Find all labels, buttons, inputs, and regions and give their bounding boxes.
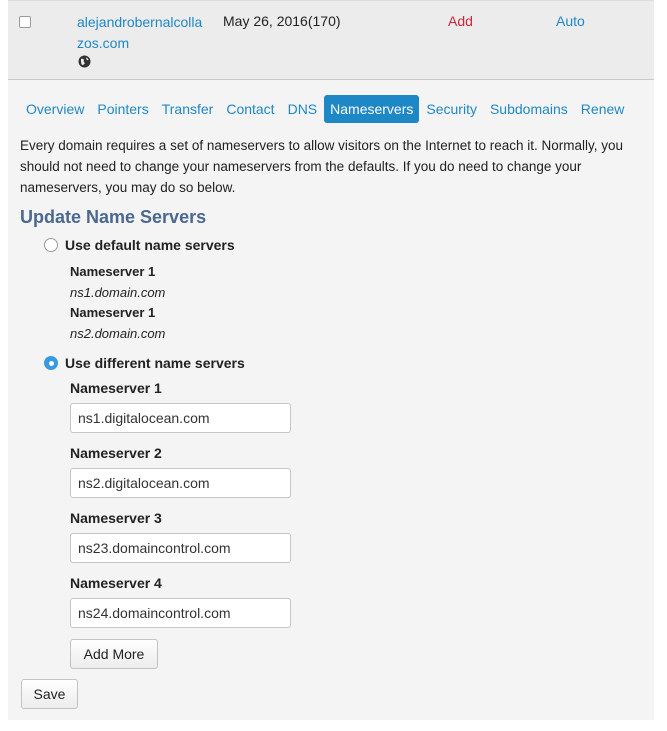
intro-text: Every domain requires a set of nameservers to allow visitors on the Internet to reach it. Normally, you should not need to change your nameservers from the defaults. If you do need to change your nameservers, you may do so below. [20, 138, 624, 195]
default-ns-value: ns2.domain.com [70, 326, 166, 341]
nameserver-1-input[interactable] [70, 403, 291, 433]
tab-nameservers[interactable]: Nameservers [324, 95, 419, 123]
nameserver-4-input[interactable] [70, 598, 291, 628]
domain-row [8, 0, 654, 80]
nameserver-2-label: Nameserver 2 [70, 445, 162, 461]
nameserver-1-label: Nameserver 1 [70, 380, 162, 396]
tab-security[interactable]: Security [426, 101, 477, 117]
tab-pointers[interactable]: Pointers [97, 101, 149, 117]
add-link[interactable]: Add [448, 13, 473, 29]
auto-renew-link[interactable]: Auto [556, 13, 585, 29]
default-servers-option[interactable] [44, 237, 235, 253]
settings-tabs [20, 95, 631, 125]
custom-servers-option[interactable] [44, 355, 245, 371]
custom-servers-label: Use different name servers [65, 355, 245, 371]
custom-servers-radio[interactable] [44, 356, 58, 370]
default-servers-label: Use default name servers [65, 237, 235, 253]
domain-name-link[interactable]: alejandrobernalcollazos.com [77, 14, 203, 51]
tab-subdomains[interactable]: Subdomains [489, 101, 568, 117]
globe-icon [78, 55, 91, 68]
default-servers-radio[interactable] [44, 238, 58, 252]
nameserver-3-label: Nameserver 3 [70, 510, 162, 526]
tab-dns[interactable]: DNS [287, 101, 318, 117]
tab-contact[interactable]: Contact [226, 101, 275, 117]
section-title: Update Name Servers [20, 207, 207, 227]
default-ns-label: Nameserver 1 [70, 305, 156, 320]
tab-renew[interactable]: Renew [580, 101, 625, 117]
domain-settings-panel [8, 80, 654, 720]
tab-transfer[interactable]: Transfer [161, 101, 214, 117]
add-more-button[interactable]: Add More [70, 639, 158, 669]
tab-overview[interactable]: Overview [26, 101, 85, 117]
nameserver-2-input[interactable] [70, 468, 291, 498]
expiration-date: May 26, 2016(170) [223, 13, 341, 29]
nameserver-3-input[interactable] [70, 533, 291, 563]
domain-select-checkbox[interactable] [19, 16, 31, 28]
nameserver-4-label: Nameserver 4 [70, 575, 162, 591]
default-ns-label: Nameserver 1 [70, 264, 156, 279]
default-ns-value: ns1.domain.com [70, 285, 166, 300]
save-button[interactable]: Save [21, 679, 78, 709]
